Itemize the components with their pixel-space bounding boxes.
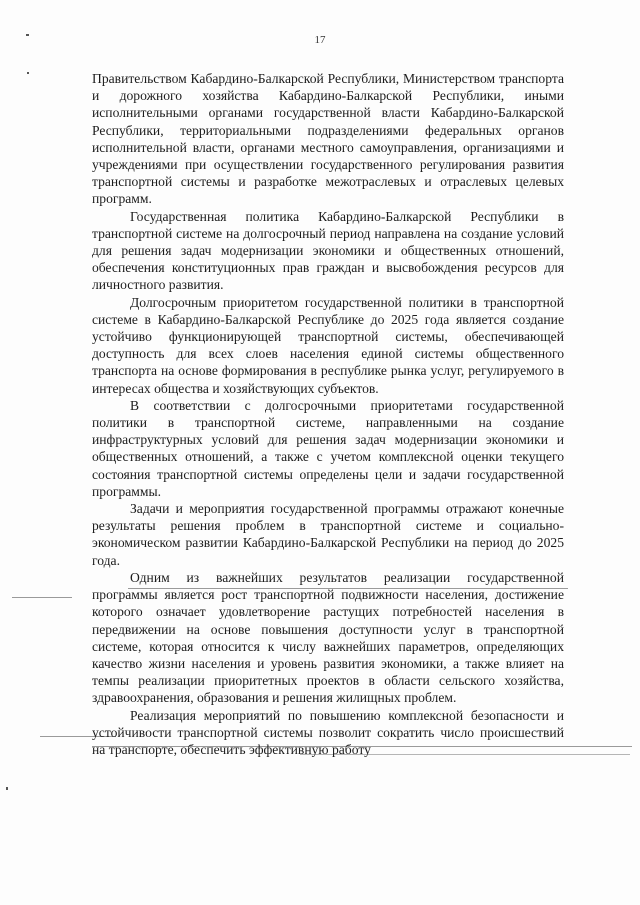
paragraph: В соответствии с долгосрочными приоритетами государственной политики в транспортной системе, направленными на создание инфраструктурных условий для решения задач модернизации экономики и общественных отношений, а также с учетом комплексной оценки текущего состояния транспортной системы определены цели и задачи государственной программы. <box>92 397 564 499</box>
scan-artifact-line-1 <box>12 597 72 598</box>
paragraph: Реализация мероприятий по повышению комплексной безопасности и устойчивости транспортной системы позволит сократить число происшествий на транспорте, обеспечить эффективную работу <box>92 707 564 757</box>
scan-speck-left-bottom <box>6 787 8 790</box>
paragraph: Одним из важнейших результатов реализации государственной программы является рост транспортной подвижности населения, достижение которого означает удовлетворение растущих потребностей населения в передвижении на основе повышения доступности услуг в транспортной системе, которая относится к числу важнейших параметров, определяющих качество жизни населения и уровень развития экономики, а также влияет на темпы реализации приоритетных проектов в области сельского хозяйства, здравоохранения, образования и решения жилищных проблем. <box>92 569 564 706</box>
paragraph: Задачи и мероприятия государственной программы отражают конечные результаты решения проблем в транспортной системе и социально-экономическом развитии Кабардино-Балкарской Республики на период до 2025 года. <box>92 501 564 568</box>
page-number: 17 <box>314 34 326 46</box>
paragraph: Правительством Кабардино-Балкарской Республики, Министерством транспорта и дорожного хозяйства Кабардино-Балкарской Республики, иными исполнительными органами государственной власти Кабардино-Балкарской Республики, территориальными подразделениями федеральных органов исполнительной власти, органами местного самоуправления, организациями и учреждениями при осуществлении государственного регулирования развития транспортной системы и разработке межотраслевых и отраслевых целевых программ. <box>92 71 564 207</box>
paragraph: Государственная политика Кабардино-Балкарской Республики в транспортной системе на долгосрочный период направлена на создание условий для решения задач модернизации экономики и общественных отношений, обеспечения конституционных прав граждан и высвобождения ресурсов для личностного развития. <box>92 208 564 293</box>
paragraph: Долгосрочным приоритетом государственной политики в транспортной системе в Кабардино-Балкарской Республике до 2025 года является создание устойчиво функционирующей транспортной системы, обеспечивающей доступность для всех слоев населения единой системы общественного транспорта на основе формирования в республике рынка услуг, регулируемого в интересах общества и хозяйствующих субъектов. <box>92 294 564 396</box>
document-body <box>92 70 564 758</box>
scan-speck-left <box>27 72 29 74</box>
